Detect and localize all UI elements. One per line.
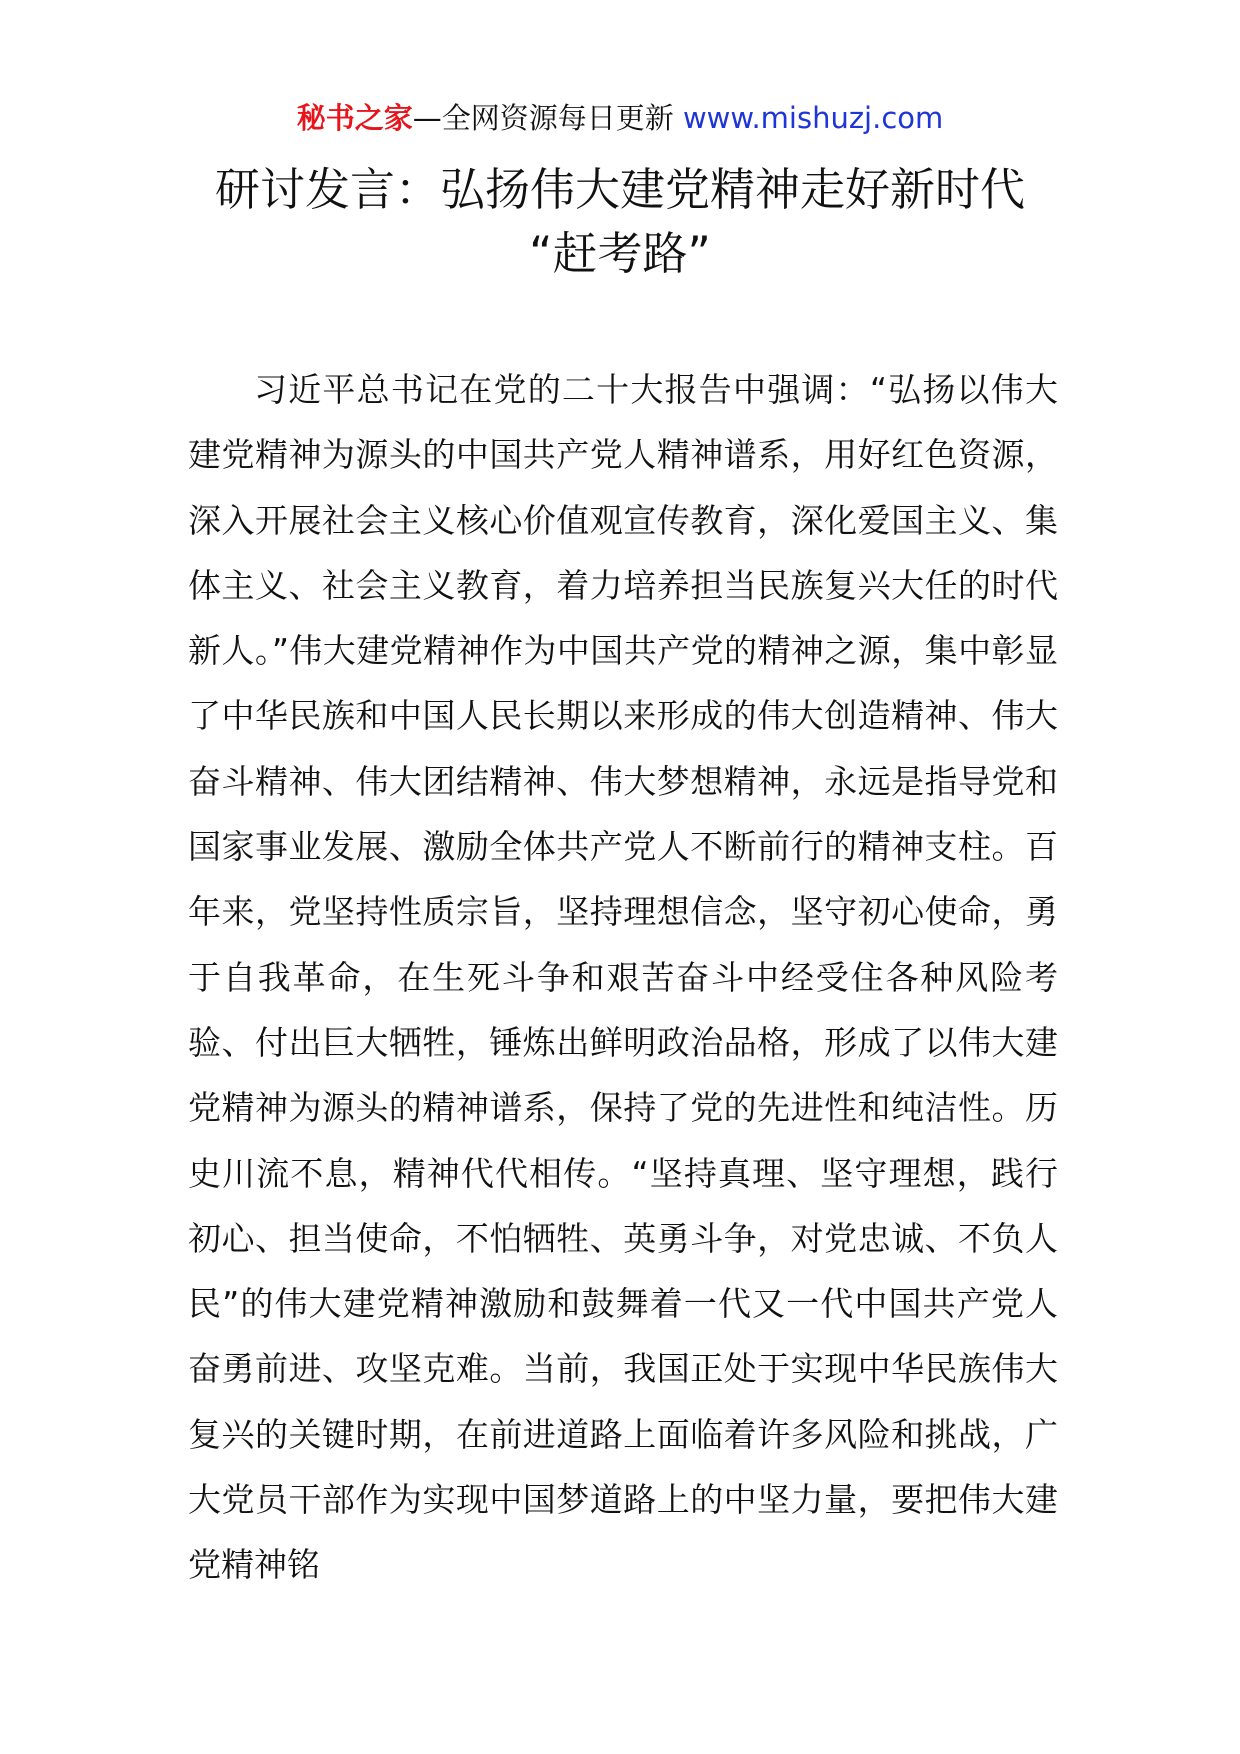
site-url-link[interactable]: www.mishuzj.com xyxy=(682,101,944,135)
title-line-1: 研讨发言：弘扬伟大建党精神走好新时代 xyxy=(214,163,1025,216)
site-brand: 秘书之家 xyxy=(296,101,413,135)
document-title xyxy=(150,158,1090,286)
body-paragraph: 习近平总书记在党的二十大报告中强调：“弘扬以伟大建党精神为源头的中国共产党人精神谱系，用好红色资源，深入开展社会主义核心价值观宣传教育，深化爱国主义、集体主义、社会主义教育，着力培养担当民族复兴大任的时代新人。”伟大建党精神作为中国共产党的精神之源，集中彰显了中华民族和中国人民长期以来形成的伟大创造精神、伟大奋斗精神、伟大团结精神、伟大梦想精神，永远是指导党和国家事业发展、激励全体共产党人不断前行的精神支柱。百年来，党坚持性质宗旨，坚持理想信念，坚守初心使命，勇于自我革命，在生死斗争和艰苦奋斗中经受住各种风险考验、付出巨大牺牲，锤炼出鲜明政治品格，形成了以伟大建党精神为源头的精神谱系，保持了党的先进性和纯洁性。历史川流不息，精神代代相传。“坚持真理、坚守理想，践行初心、担当使命，不怕牺牲、英勇斗争，对党忠诚、不负人民”的伟大建党精神激励和鼓舞着一代又一代中国共产党人奋勇前进、攻坚克难。当前，我国正处于实现中华民族伟大复兴的关键时期，在前进道路上面临着许多风险和挑战，广大党员干部作为实现中国梦道路上的中坚力量，要把伟大建党精神铭 xyxy=(188,370,1058,1585)
title-line-2: “赶考路” xyxy=(529,227,711,280)
site-slogan: —全网资源每日更新 xyxy=(412,101,674,135)
site-header xyxy=(0,98,1240,138)
